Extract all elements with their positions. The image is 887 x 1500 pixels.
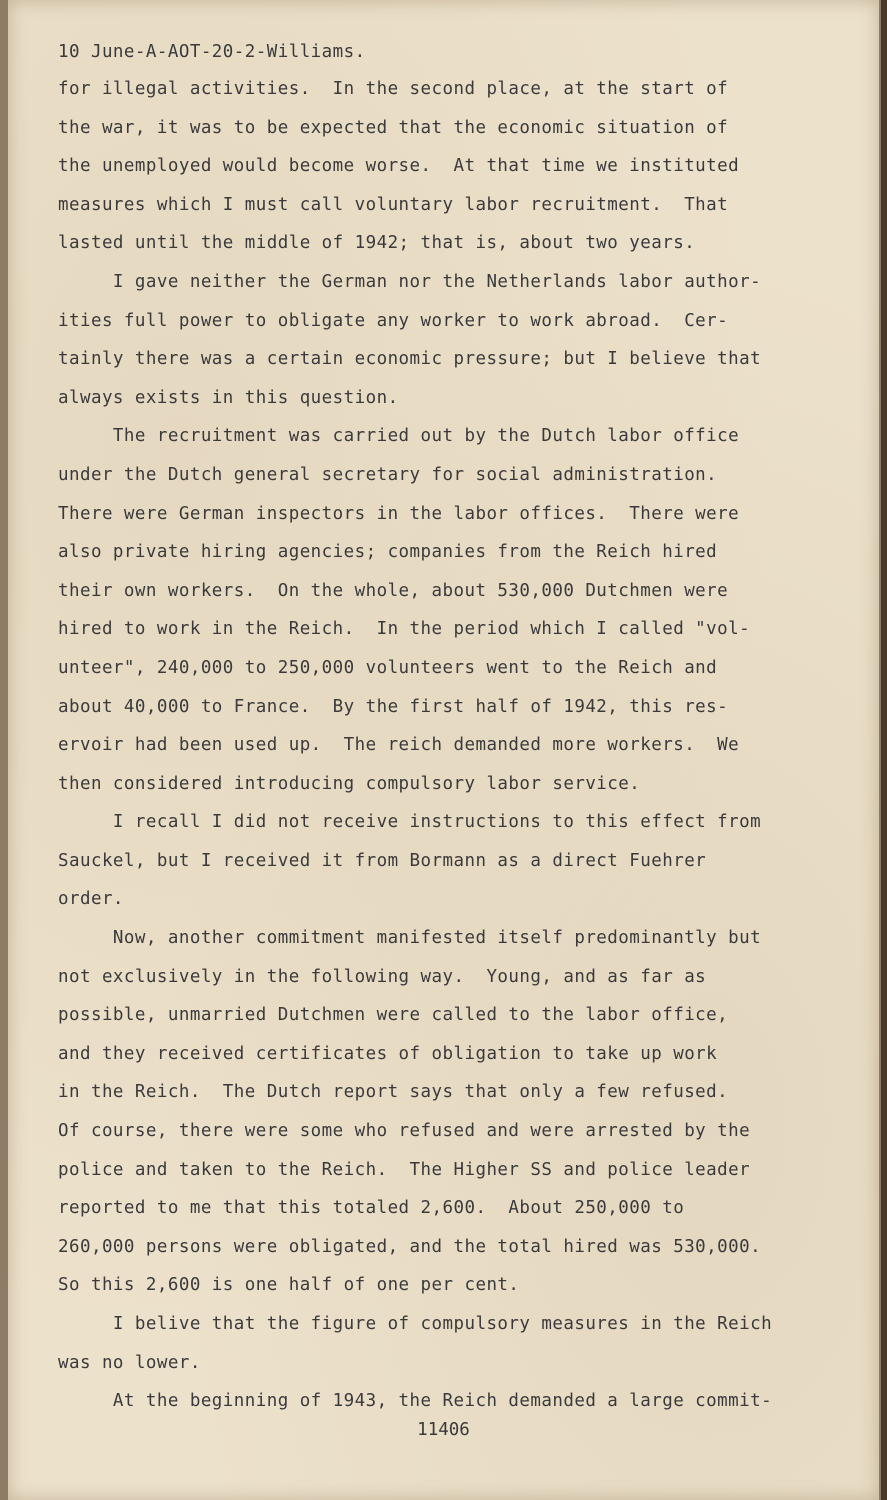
text-line: also private hiring agencies; companies from the Reich hired	[58, 542, 718, 563]
text-line: unteer", 240,000 to 250,000 volunteers went to the Reich and	[58, 657, 718, 678]
text-line: The recruitment was carried out by the Dutch labor office	[58, 426, 740, 447]
text-line: measures which I must call voluntary labor recruitment. That	[58, 194, 729, 215]
text-line: hired to work in the Reich. In the period which I called "vol-	[58, 619, 751, 640]
text-line: Of course, there were some who refused and were arrested by the	[58, 1121, 751, 1142]
text-line: the war, it was to be expected that the economic situation of	[58, 117, 729, 138]
page-header: 10 June-A-AOT-20-2-Williams.	[58, 42, 366, 62]
text-line: So this 2,600 is one half of one per cent.	[58, 1275, 520, 1296]
text-line: Sauckel, but I received it from Bormann as a direct Fuehrer	[58, 850, 707, 871]
text-line: not exclusively in the following way. Young, and as far as	[58, 966, 707, 987]
text-line: always exists in this question.	[58, 387, 399, 408]
text-line: 260,000 persons were obligated, and the total hired was 530,000.	[58, 1236, 762, 1257]
page-number: 11406	[417, 1420, 470, 1440]
text-line: under the Dutch general secretary for social administration.	[58, 464, 718, 485]
text-line: was no lower.	[58, 1352, 201, 1373]
text-line: ervoir had been used up. The reich demanded more workers. We	[58, 735, 740, 756]
text-line: I belive that the figure of compulsory measures in the Reich	[58, 1314, 773, 1334]
text-line: ities full power to obligate any worker to work abroad. Cer-	[58, 310, 729, 331]
text-line: Now, another commitment manifested itself predominantly but	[58, 928, 762, 949]
typed-text-body	[58, 34, 828, 1421]
text-line: I gave neither the German nor the Netherlands labor author-	[58, 271, 762, 292]
text-line: There were German inspectors in the labor offices. There were	[58, 503, 740, 524]
text-line: the unemployed would become worse. At that time we instituted	[58, 156, 740, 177]
text-line: possible, unmarried Dutchmen were called to the labor office,	[58, 1005, 729, 1026]
text-line: At the beginning of 1943, the Reich demanded a large commit-	[58, 1391, 773, 1412]
text-line: lasted until the middle of 1942; that is, about two years.	[58, 233, 696, 254]
text-line: about 40,000 to France. By the first half of 1942, this res-	[58, 696, 729, 717]
text-line: in the Reich. The Dutch report says that only a few refused.	[58, 1082, 729, 1103]
text-line: I recall I did not receive instructions to this effect from	[58, 812, 762, 833]
text-line: order.	[58, 889, 124, 910]
text-line: their own workers. On the whole, about 530,000 Dutchmen were	[58, 580, 729, 601]
text-line: police and taken to the Reich. The Higher SS and police leader	[58, 1159, 751, 1180]
text-line: and they received certificates of obligation to take up work	[58, 1043, 718, 1064]
text-line: tainly there was a certain economic pressure; but I believe that	[58, 349, 762, 370]
text-line: reported to me that this totaled 2,600. About 250,000 to	[58, 1198, 685, 1219]
page-edge	[881, 0, 887, 1500]
text-line: for illegal activities. In the second place, at the start of	[58, 79, 729, 99]
text-line: then considered introducing compulsory labor service.	[58, 773, 641, 794]
